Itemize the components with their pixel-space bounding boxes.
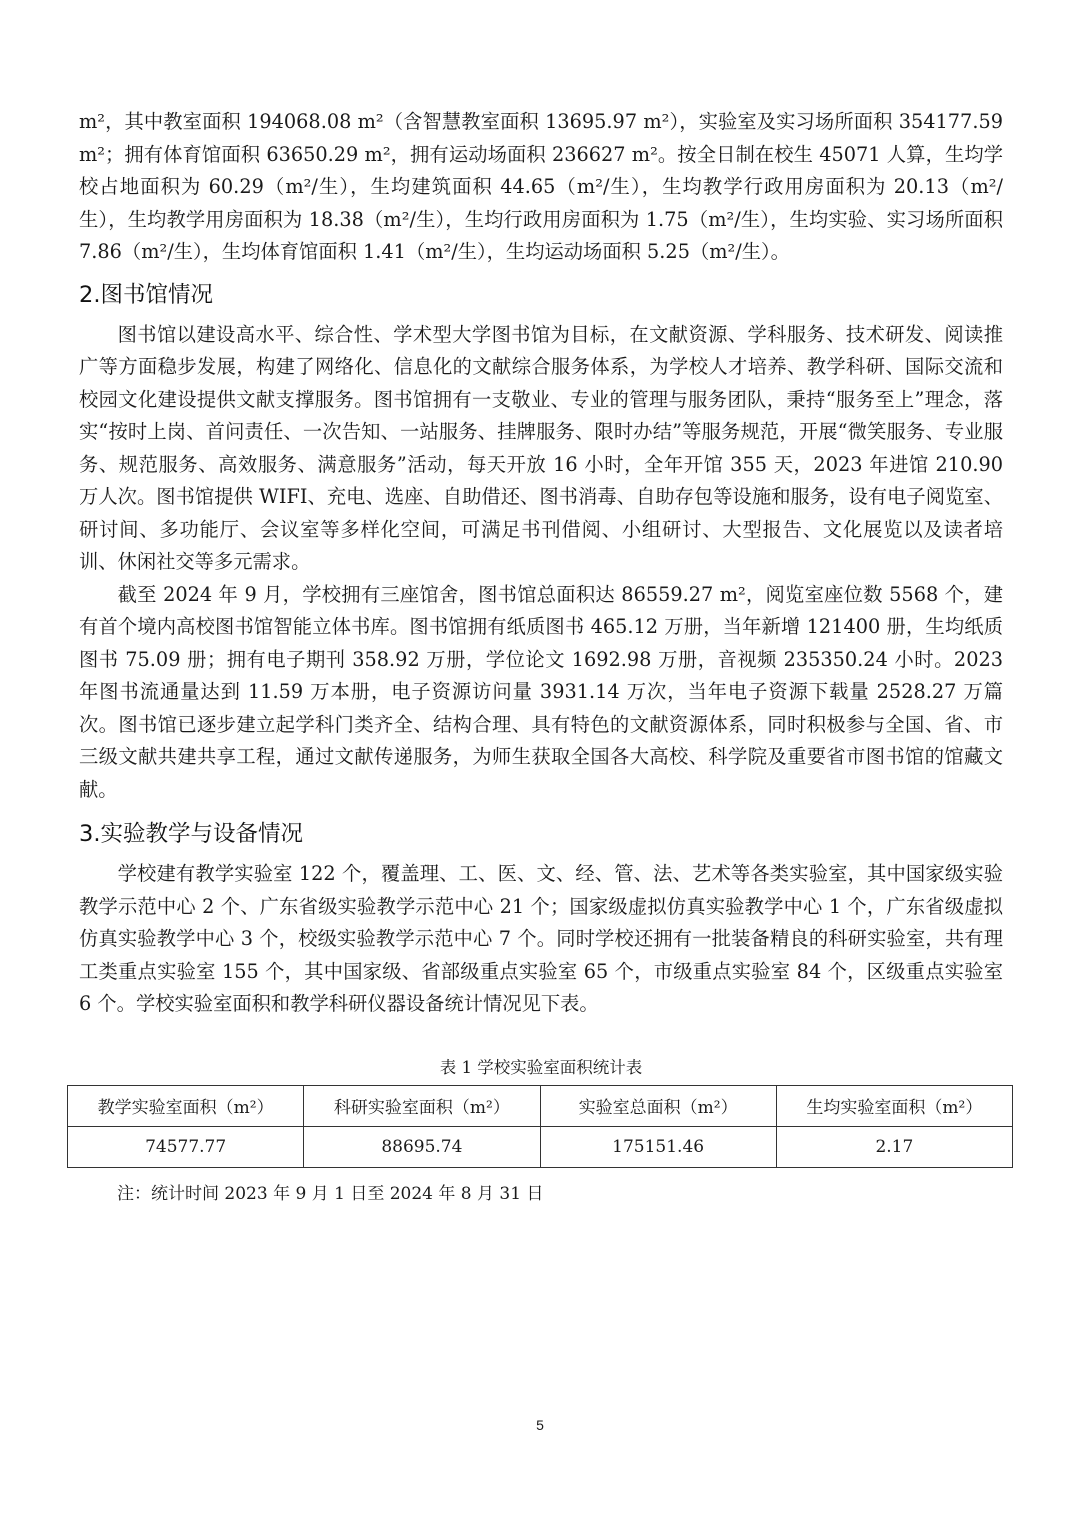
lab-paragraph: 学校建有教学实验室 122 个，覆盖理、工、医、文、经、管、法、艺术等各类实验室，其中国家级实验教学示范中心 2 个、广东省级实验教学示范中心 21 个；国家级虚拟仿真实验教学中心 1 个，广东省级虚拟仿真实验教学中心 3 个，校级实验教学示范中心 7 个。同时学校还拥有一批装备精良的科研实验室，共有理工类重点实验室 155 个，其中国家级、省部级重点实验室 65 个，市级重点实验室 84 个，区级重点实验室 6 个。学校实验室面积和教学科研仪器设备统计情况见下表。 [79, 862, 1003, 1015]
infrastructure-paragraph: m²，其中教室面积 194068.08 m²（含智慧教室面积 13695.97 m²），实验室及实习场所面积 354177.59 m²；拥有体育馆面积 63650.29 m²，拥有运动场面积 236627 m²。按全日制在校生 45071 人算，生均学校占地面积为 60.29（m²/生），生均建筑面积 44.65（m²/生），生均教学行政用房面积为 20.13（m²/生），生均教学用房面积为 18.38（m²/生），生均行政用房面积为 1.75（m²/生），生均实验、实习场所面积 7.86（m²/生），生均体育馆面积 1.41（m²/生），生均运动场面积 5.25（m²/生）。 [79, 110, 1003, 263]
table-header-row [68, 1085, 1013, 1126]
document-page [79, 106, 1003, 1206]
library-paragraph-2: 截至 2024 年 9 月，学校拥有三座馆舍，图书馆总面积达 86559.27 m²，阅览室座位数 5568 个，建有首个境内高校图书馆智能立体书库。图书馆拥有纸质图书 465.12 万册，当年新增 121400 册，生均纸质图书 75.09 册；拥有电子期刊 358.92 万册，学位论文 1692.98 万册，音视频 235350.24 小时。2023 年图书流通量达到 11.59 万本册，电子资源访问量 3931.14 万次，当年电子资源下载量 2528.27 万篇次。图书馆已逐步建立起学科门类齐全、结构合理、具有特色的文献资源体系，同时积极参与全国、省、市三级文献共建共享工程，通过文献传递服务，为师生获取全国各大高校、科学院及重要省市图书馆的馆藏文献。 [79, 582, 1003, 801]
table-cell: 2.17 [776, 1126, 1012, 1167]
table-header-cell: 教学实验室面积（m²） [68, 1085, 304, 1126]
table-header-cell: 科研实验室面积（m²） [304, 1085, 540, 1126]
lab-area-table [67, 1085, 1013, 1168]
table-header-cell: 实验室总面积（m²） [540, 1085, 776, 1126]
table-cell: 88695.74 [304, 1126, 540, 1167]
table-header-cell: 生均实验室面积（m²） [776, 1085, 1012, 1126]
table-note: 注：统计时间 2023 年 9 月 1 日至 2024 年 8 月 31 日 [117, 1183, 544, 1204]
table-row [68, 1126, 1013, 1167]
page-number: 5 [536, 1417, 544, 1433]
table-cell: 175151.46 [540, 1126, 776, 1167]
table-caption: 表 1 学校实验室面积统计表 [439, 1057, 643, 1077]
library-section-heading: 2.图书馆情况 [79, 281, 213, 308]
lab-section-heading: 3.实验教学与设备情况 [79, 821, 303, 847]
library-paragraph-1: 图书馆以建设高水平、综合性、学术型大学图书馆为目标，在文献资源、学科服务、技术研发、阅读推广等方面稳步发展，构建了网络化、信息化的文献综合服务体系，为学校人才培养、教学科研、国际交流和校园文化建设提供文献支撑服务。图书馆拥有一支敬业、专业的管理与服务团队，秉持“服务至上”理念，落实“按时上岗、首问责任、一次告知、一站服务、挂牌服务、限时办结”等服务规范，开展“微笑服务、专业服务、规范服务、高效服务、满意服务”活动，每天开放 16 小时，全年开馆 355 天，2023 年进馆 210.90 万人次。图书馆提供 WIFI、充电、选座、自助借还、图书消毒、自助存包等设施和服务，设有电子阅览室、研讨间、多功能厅、会议室等多样化空间，可满足书刊借阅、小组研讨、大型报告、文化展览以及读者培训、休闲社交等多元需求。 [79, 322, 1003, 573]
table-cell: 74577.77 [68, 1126, 304, 1167]
